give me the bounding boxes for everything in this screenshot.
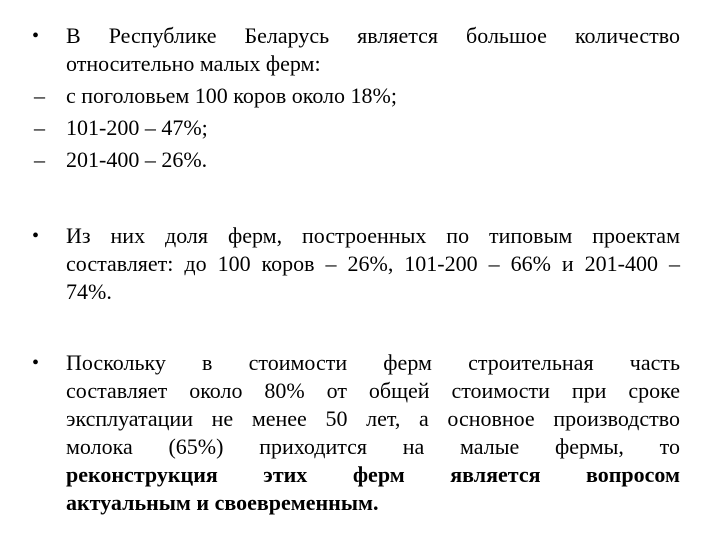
bullet-text: составляет около 80% от общей стоимости при сроке	[66, 378, 680, 403]
bullet-line-bold	[28, 489, 680, 517]
bullet-line	[28, 50, 680, 78]
bullet-line	[28, 22, 680, 50]
bullet-line	[28, 433, 680, 461]
dash-marker: –	[34, 147, 45, 172]
bullet-line	[28, 405, 680, 433]
dash-item	[28, 146, 680, 174]
bullet-item-reconstruction	[28, 349, 680, 517]
bullet-line	[28, 377, 680, 405]
bullet-item-typical-projects	[28, 222, 680, 306]
bullet-line	[28, 278, 680, 306]
bullet-marker: •	[32, 225, 40, 247]
bullet-text: В Республике Беларусь является большое количество	[66, 23, 680, 48]
bullet-text: эксплуатации не менее 50 лет, а основное производство	[66, 406, 680, 431]
bullet-text: 74%.	[66, 279, 112, 304]
bullet-text: молока (65%) приходится на малые фермы, то	[66, 434, 680, 459]
bullet-line-bold	[28, 461, 680, 489]
bullet-marker: •	[32, 352, 40, 374]
dash-marker: –	[34, 83, 45, 108]
dash-item	[28, 114, 680, 142]
bullet-marker: •	[32, 25, 40, 47]
dash-text: 101-200 – 47%;	[66, 115, 208, 140]
bullet-text: Поскольку в стоимости ферм строительная часть	[66, 350, 680, 375]
bullet-item-farms-count	[28, 22, 680, 174]
dash-marker: –	[34, 115, 45, 140]
bullet-text: относительно малых ферм:	[66, 51, 321, 76]
dash-text: 201-400 – 26%.	[66, 147, 208, 172]
bullet-text: Из них доля ферм, построенных по типовым проектам	[66, 223, 680, 248]
dash-item	[28, 82, 680, 110]
bullet-text-bold: актуальным и своевременным.	[66, 490, 379, 515]
dash-text: с поголовьем 100 коров около 18%;	[66, 83, 397, 108]
bullet-line	[28, 349, 680, 377]
bullet-line	[28, 250, 680, 278]
bullet-line	[28, 222, 680, 250]
bullet-text: составляет: до 100 коров – 26%, 101-200 – 66% и 201-400 –	[66, 251, 680, 276]
bullet-text-bold: реконструкция этих ферм является вопросом	[66, 462, 680, 487]
